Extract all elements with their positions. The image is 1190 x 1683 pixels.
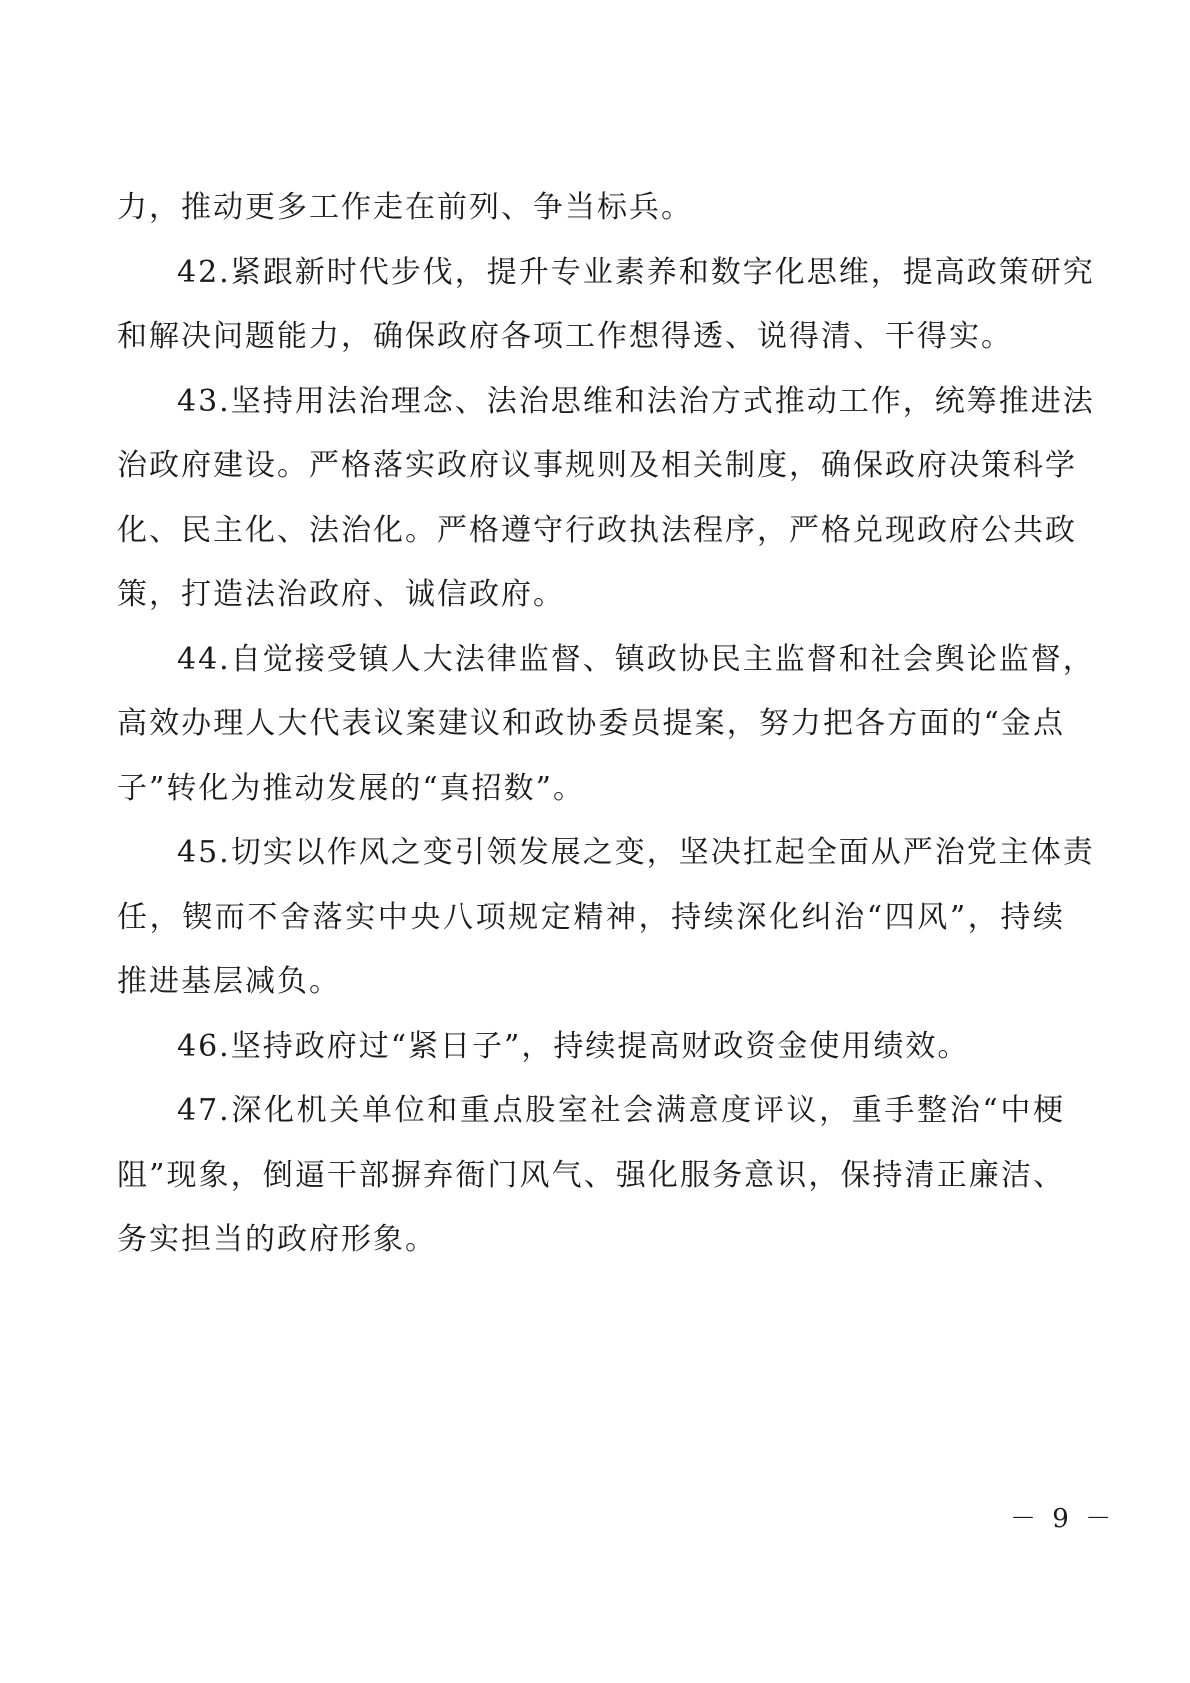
paragraph-43: [117, 370, 1095, 628]
paragraph-46: [117, 1015, 1065, 1080]
text-line: 45.切实以作风之变引领发展之变，坚决扛起全面从严治党主体责: [177, 835, 1095, 870]
text-line: 子”转化为推动发展的“真招数”。: [117, 770, 586, 806]
paragraph-47: [117, 1079, 1065, 1273]
text-line: 务实担当的政府形象。: [117, 1222, 437, 1257]
text-line: 42.紧跟新时代步伐，提升专业素养和数字化思维，提高政策研究: [177, 254, 1095, 290]
paragraph-41-continuation: [117, 176, 1065, 241]
text-line: 43.坚持用法治理念、法治思维和法治方式推动工作，统筹推进法: [177, 383, 1095, 419]
text-line: 44.自觉接受镇人大法律监督、镇政协民主监督和社会舆论监督，: [177, 641, 1095, 677]
text-line: 力，推动更多工作走在前列、争当标兵。: [117, 190, 693, 225]
paragraph-45: [117, 821, 1095, 1015]
text-line: 策，打造法治政府、诚信政府。: [117, 577, 565, 612]
text-line: 治政府建设。严格落实政府议事规则及相关制度，确保政府决策科学: [117, 448, 1077, 483]
text-line: 和解决问题能力，确保政府各项工作想得透、说得清、干得实。: [117, 319, 1013, 354]
text-line: 高效办理人大代表议案建议和政协委员提案，努力把各方面的“金点: [117, 706, 1065, 741]
text-line: 47.深化机关单位和重点股室社会满意度评议，重手整治“中梗: [177, 1093, 1065, 1128]
text-line: 推进基层减负。: [117, 964, 341, 999]
text-line: 化、民主化、法治化。严格遵守行政执法程序，严格兑现政府公共政: [117, 512, 1077, 548]
document-body: [117, 176, 1095, 1273]
page-number: － 9 －: [1010, 1504, 1116, 1534]
paragraph-42: [117, 241, 1095, 370]
text-line: 阻”现象，倒逼干部摒弃衙门风气、强化服务意识，保持清正廉洁、: [117, 1157, 1065, 1193]
paragraph-44: [117, 628, 1095, 822]
text-line: 46.坚持政府过“紧日子”，持续提高财政资金使用绩效。: [177, 1028, 970, 1064]
text-line: 任，锲而不舍落实中央八项规定精神，持续深化纠治“四风”，持续: [117, 899, 1065, 935]
